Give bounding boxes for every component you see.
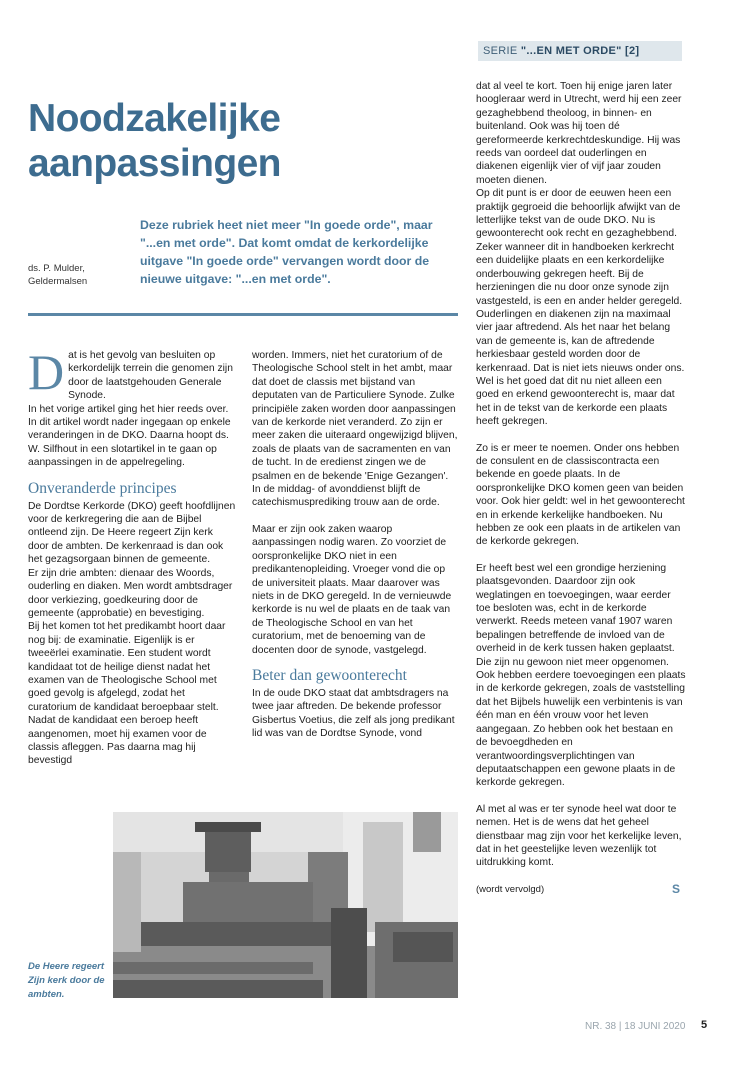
paragraph: Maar er zijn ook zaken waarop aanpassingen nodig waren. Zo voorziet de oorspronkelijke DKO niet in een predikantenopleiding. Vroeger vond die op de universiteit plaats. Maar daarover was niets in de DKO geregeld. In de vernieuwde kerkorde is nu wel de plaats en de taak van de Theologische School en van het curatorium, met de benoeming van de docenten door de synode, vastgelegd.	[252, 523, 452, 656]
subheading-beter-dan-gewoonterecht: Beter dan gewoonterecht	[252, 666, 407, 684]
paragraph: dat al veel te kort. Toen hij enige jaren later hoogleraar werd in Utrecht, werd hij een zeer gezaghebbend theoloog, in binnen- en buitenland. Ook was hij toen dé gereformeerde kerkrechtdeskundige. Hij was reeds van oordeel dat ouderlingen en diakenen eigenlijk vier of vijf jaar zouden moeten dienen.	[476, 81, 682, 186]
lead-divider	[28, 313, 458, 316]
author-place: Geldermalsen	[28, 276, 88, 287]
paragraph: In de oude DKO staat dat ambtsdragers na twee jaar aftreden. De bekende professor Gisbertus Voetius, die zelf als jong predikant lid was van de Dordtse Synode, vond	[252, 687, 455, 740]
paragraph: Zo is er meer te noemen. Onder ons hebben de consulent en de classiscontracta een bekende en goede plaats. In de oorspronkelijke DKO komen geen van beiden voor. Ook hier geldt: wel in het gewoonterecht en in erkende kerkelijke handboeken. Nu hebben ze ook een plaats in de artikelen van de kerkorde gekregen.	[476, 442, 685, 548]
column-1	[28, 344, 236, 768]
church-interior-illustration	[113, 812, 458, 998]
page-number: 5	[701, 1019, 708, 1031]
paragraph: Er zijn drie ambten: dienaar des Woords, ouderling en diaken. Men wordt ambtsdrager door verkiezing, goedkeuring door de gemeente (approbatie) en bevestiging.	[28, 567, 233, 619]
paragraph: De Dordtse Kerkorde (DKO) geeft hoofdlijnen voor de kerkregering die aan de Bijbel ontleend zijn. De Heere regeert Zijn kerk door de ambten. De kerkenraad is dan ook het gezagsorgaan binnen de gemeente.	[28, 500, 236, 566]
paragraph: In het vorige artikel ging het hier reeds over. In dit artikel wordt nader ingegaan op enkele veranderingen in de DKO. Daarna hoopt ds. W. Silfhout in een slotartikel in te gaan op aanpassingen in de appelregeling.	[28, 403, 231, 469]
drop-cap: D	[28, 344, 65, 400]
column-3	[476, 80, 686, 896]
paragraph: Op dit punt is er door de eeuwen heen een praktijk gegroeid die behoorlijk afwijkt van de letterlijke tekst van de oude DKO. Nu is gewoonterecht ook recht en gezaghebbend. Zeker wanneer dit in handboeken kerkrecht een duidelijke plaats en een kerkordelijke onderbouwing gekregen heeft. Bij de herzieningen die nu door onze synode zijn vastgesteld, is een en ander helder geregeld. Ouderlingen en diakenen zijn na maximaal vier jaar aftredend. Als het naar het belang van de gemeente is, kan de aftredende herkiesbaar gesteld worden door de kerkenraad. Dat is niet iets nieuws onder ons. Wel is het goed dat dit nu niet alleen een goed en erkend gewoonterecht is, maar dat het in de tekst van de kerkorde een plaats heeft gekregen.	[476, 188, 685, 428]
paragraph: worden. Immers, niet het curatorium of de Theologische School stelt in het ambt, maar dat doet de classis met bijstand van deputaten van de Particuliere Synode. Zulke principiële zaken worden door aanpassingen van de kerkorde niet veranderd. Zo zijn er meer zaken die uiteraard ongewijzigd blijven, zoals de plaats van de sacramenten en van de tucht. In de eredienst zingen we de psalmen en de bekende 'Enige Gezangen'. In de middag- of avonddienst blijft de catechismusprediking trouw aan de orde.	[252, 350, 458, 509]
paragraph: Er heeft best wel een grondige herziening plaatsgevonden. Daardoor zijn ook weglatingen en toevoegingen, waar eerder toe besloten was, echt in de kerkorde verwerkt. Reeds meteen vanaf 1907 waren bepalingen betreffende de invloed van de overheid in de kerk tussen haken geplaatst. Die zijn nu gewoon niet meer opgenomen. Ook hebben eerdere toevoegingen een plaats in de kerkorde gekregen, zoals de vaststelling dat het Bijbels huwelijk een verbintenis is van één man en één vrouw voor het leven aangegaan. Zo hebben ook het bestaan en de bevoegdheden en verantwoordingsverplichtingen van deputaatschappen een gewone plaats in de kerkorde gekregen.	[476, 562, 686, 789]
column-2	[252, 349, 458, 741]
closing-text: (wordt vervolgd)	[476, 883, 545, 895]
author-credit	[28, 262, 87, 288]
end-mark-icon: S	[671, 881, 680, 896]
paragraph-text: at is het gevolg van besluiten op kerkordelijk terrein die genomen zijn door de laatstgehouden Generale Synode.	[68, 350, 233, 402]
paragraph	[28, 344, 236, 403]
church-interior-photo	[113, 812, 458, 998]
serie-header	[478, 41, 682, 61]
author-name: ds. P. Mulder,	[28, 263, 85, 274]
paragraph: Al met al was er ter synode heel wat door te nemen. Het is de wens dat het geheel dienstbaar mag zijn voor het kerkelijke leven, dat in het geestelijke leven wezenlijk tot uitdrukking komt.	[476, 803, 682, 869]
paragraph: Bij het komen tot het predikambt hoort daar nog bij: de examinatie. Eigenlijk is er tweeërlei examinatie. Een student wordt kandidaat tot de heilige dienst nadat het examen van de Theologische School met goed gevolg is afgelegd, zodat het curatorium de kandidaat beroepbaar stelt. Nadat de kandidaat een beroep heeft aangenomen, moet hij examen voor de classis afleggen. Pas daarna mag hij bevestigd	[28, 621, 226, 767]
serie-title: "...EN MET ORDE" [2]	[520, 45, 640, 57]
closing-line	[476, 883, 686, 896]
subheading-onveranderde-principes: Onveranderde principes	[28, 479, 177, 497]
article-title: Noodzakelijke aanpassingen	[28, 97, 281, 185]
issue-info: NR. 38 | 18 JUNI 2020	[585, 1021, 686, 1032]
photo-caption: De Heere regeert Zijn kerk door de ambten.	[28, 961, 105, 1000]
serie-prefix: SERIE	[483, 45, 518, 57]
article-lead: Deze rubriek heet niet meer "In goede orde", maar "...en met orde". Dat komt omdat de kerkordelijke uitgave "In goede orde" vervangen wordt door de nieuwe uitgave: "...en met orde".	[140, 218, 433, 286]
